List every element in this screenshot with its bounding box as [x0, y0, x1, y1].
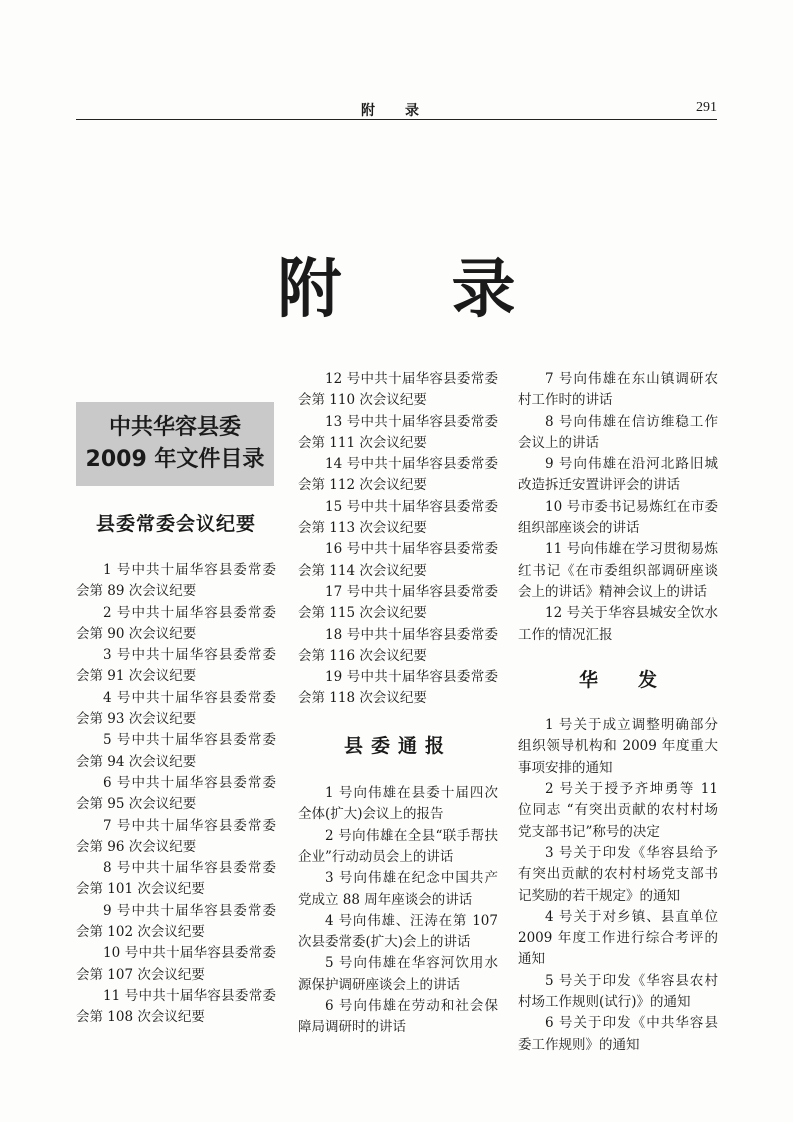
list-item: 16 号中共十届华容县委常委会第 114 次会议纪要	[298, 541, 498, 579]
list-item: 5 号关于印发《华容县农村村场工作规则(试行)》的通知	[518, 972, 718, 1011]
list-item: 8 号向伟雄在信访维稳工作会议上的讲话	[518, 413, 718, 451]
list-item: 3 号中共十届华容县委常委会第 91 次会议纪要	[76, 647, 276, 685]
section-heading-huafa: 华发	[578, 668, 697, 691]
list-item: 6 号向伟雄在劳动和社会保障局调研时的讲话	[298, 998, 498, 1036]
list-item: 8 号中共十届华容县委常委会第 101 次会议纪要	[76, 860, 276, 898]
list-item: 9 号中共十届华容县委常委会第 102 次会议纪要	[76, 902, 276, 941]
list-item: 7 号向伟雄在东山镇调研农村工作时的讲话	[518, 371, 718, 409]
column-1	[76, 560, 276, 1029]
list-item: 2 号中共十届华容县委常委会第 90 次会议纪要	[76, 604, 276, 642]
list-item: 3 号向伟雄在纪念中国共产党成立 88 周年座谈会的讲话	[298, 870, 498, 908]
list-item: 14 号中共十届华容县委常委会第 112 次会议纪要	[298, 456, 498, 494]
list-item: 12 号中共十届华容县委常委会第 110 次会议纪要	[298, 371, 498, 409]
catalog-title-line1: 中共华容县委	[108, 415, 241, 440]
list-item: 1 号关于成立调整明确部分组织领导机构和 2009 年度重大事项安排的通知	[518, 717, 718, 776]
list-item: 18 号中共十届华容县委常委会第 116 次会议纪要	[298, 626, 498, 664]
list-item: 6 号中共十届华容县委常委会第 95 次会议纪要	[76, 774, 276, 813]
catalog-title-box	[76, 402, 274, 486]
list-item: 17 号中共十届华容县委常委会第 115 次会议纪要	[298, 583, 498, 622]
list-item: 5 号中共十届华容县委常委会第 94 次会议纪要	[76, 732, 276, 770]
column-2	[298, 369, 498, 1039]
list-item: 4 号中共十届华容县委常委会第 93 次会议纪要	[76, 689, 276, 728]
list-item: 13 号中共十届华容县委常委会第 111 次会议纪要	[298, 413, 498, 451]
list-item: 7 号中共十届华容县委常委会第 96 次会议纪要	[76, 817, 276, 855]
list-item: 5 号向伟雄在华容河饮用水源保护调研座谈会上的讲话	[298, 955, 498, 993]
list-item: 11 号向伟雄在学习贯彻易炼红书记《在市委组织部调研座谈会上的讲话》精神会议上的讲话	[518, 541, 718, 600]
list-item: 6 号关于印发《中共华容县委工作规则》的通知	[518, 1015, 718, 1053]
list-item: 15 号中共十届华容县委常委会第 113 次会议纪要	[298, 498, 498, 537]
list-item: 1 号向伟雄在县委十届四次全体(扩大)会议上的报告	[298, 785, 498, 823]
list-item: 2 号关于授予齐坤勇等 11 位同志 “有突出贡献的农村村场党支部书记”称号的决定	[518, 781, 718, 840]
list-item: 10 号中共十届华容县委常委会第 107 次会议纪要	[76, 945, 276, 983]
catalog-title-line2: 2009 年文件目录	[85, 447, 265, 472]
list-item: 3 号关于印发《华容县给予有突出贡献的农村村场党支部书记奖励的若干规定》的通知	[518, 844, 718, 904]
section-heading-tongbao: 县委通报	[343, 734, 452, 757]
list-item: 2 号向伟雄在全县“联手帮扶企业”行动动员会上的讲话	[298, 827, 498, 865]
page-number: 291	[696, 100, 717, 115]
list-item: 11 号中共十届华容县委常委会第 108 次会议纪要	[76, 987, 276, 1026]
list-item: 4 号向伟雄、汪涛在第 107 次县委常委(扩大)会上的讲话	[298, 912, 498, 951]
header-rule	[76, 119, 717, 120]
chapter-title: 附录	[277, 253, 626, 327]
column-3	[518, 369, 718, 1056]
list-item: 12 号关于华容县城安全饮水工作的情况汇报	[518, 605, 718, 643]
list-item: 4 号关于对乡镇、县直单位 2009 年度工作进行综合考评的通知	[518, 908, 718, 968]
list-item: 10 号市委书记易炼红在市委组织部座谈会的讲话	[518, 498, 718, 537]
list-item: 19 号中共十届华容县委常委会第 118 次会议纪要	[298, 669, 498, 707]
running-header-title: 附录	[361, 103, 449, 119]
list-item: 1 号中共十届华容县委常委会第 89 次会议纪要	[76, 562, 276, 600]
section-heading-changwei: 县委常委会议纪要	[95, 513, 256, 535]
list-item: 9 号向伟雄在沿河北路旧城改造拆迁安置讲评会的讲话	[518, 456, 718, 494]
